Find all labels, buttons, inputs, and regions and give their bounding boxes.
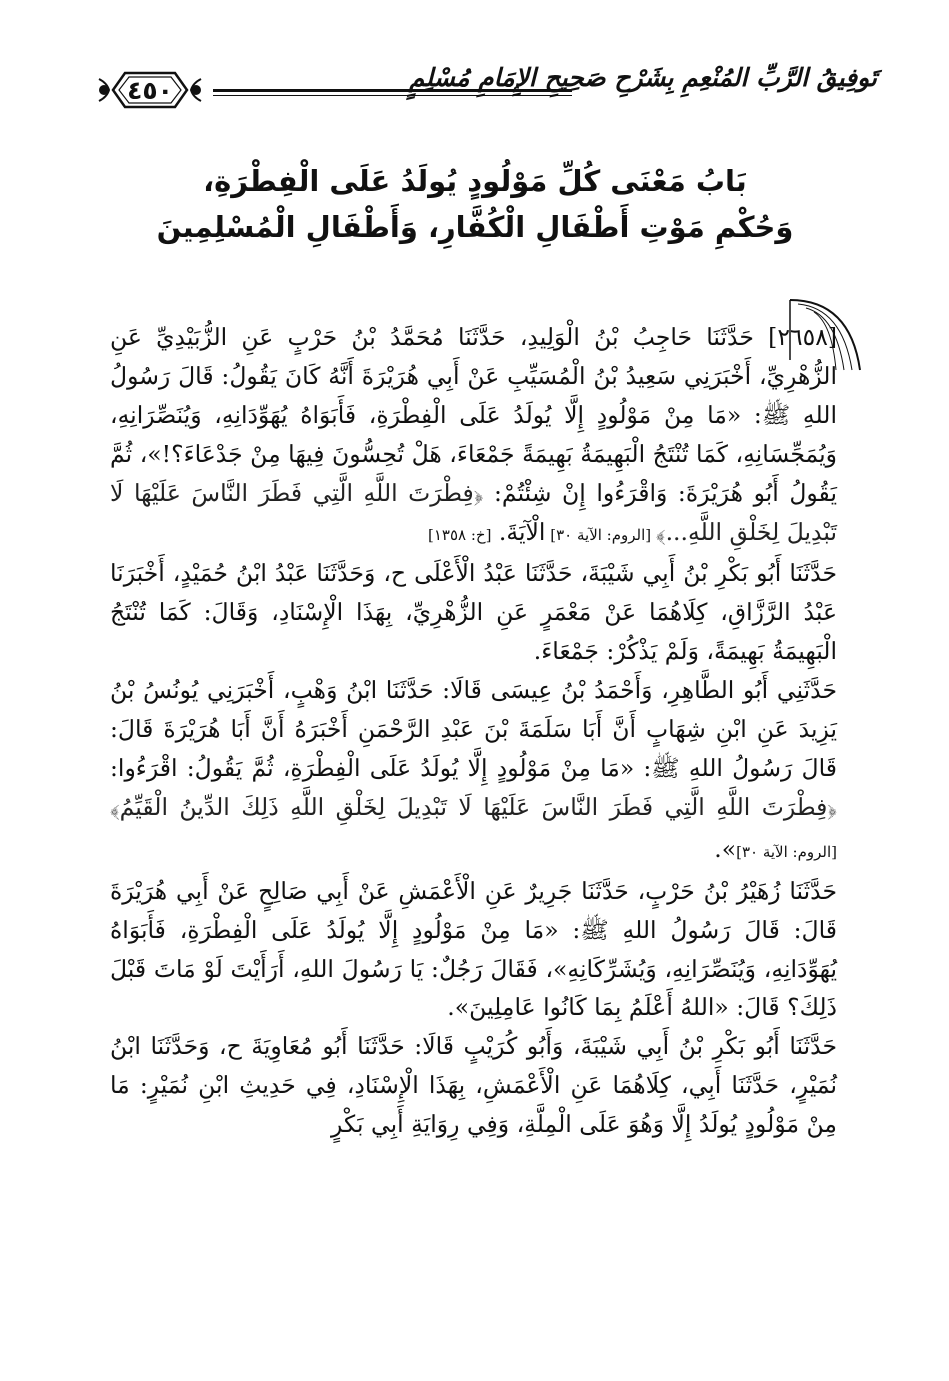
hadith-text-segment: الْآيَةَ. [491,517,546,546]
chapter-title-line-2: وَحُكْمِ مَوْتِ أَطْفَالِ الْكُفَّارِ، وَأَطْفَالِ الْمُسْلِمِينَ [156,210,794,244]
chapter-title-line-1: بَابُ مَعْنَى كُلِّ مَوْلُودٍ يُولَدُ عَلَى الْفِطْرَةِ، [203,164,747,198]
hadith-paragraph [110,671,837,872]
hadith-text-segment: حَدَّثَنَا أَبُو بَكْرِ بْنُ أَبِي شَيْبَةَ، وَأَبُو كُرَيْبٍ قَالَا: حَدَّثَنَا أَبُو مُعَاوِيَةَ ح، وَحَدَّثَنَا ابْنُ نُمَيْرٍ، حَدَّثَنَا أَبِي، كِلَاهُمَا عَنِ الْأَعْمَشِ، بِهَذَا الْإِسْنَادِ، فِي حَدِيثِ ابْنِ نُمَيْرٍ: مَا مِنْ مَوْلُودٍ يُولَدُ إِلَّا وَهُوَ عَلَى الْمِلَّةِ، وَفِي رِوَايَةِ أَبِي بَكْرٍ [110,1032,837,1139]
running-header [95,55,877,125]
verse-reference: [الروم: الآية ٣٠] [545,525,656,544]
quran-verse: ﴿فِطْرَتَ اللَّهِ الَّتِي فَطَرَ النَّاسَ عَلَيْهَا لَا تَبْدِيلَ لِخَلْقِ اللَّهِ...﴾ [110,478,837,546]
hadith-paragraph [110,554,837,671]
chapter-title [130,158,820,250]
cross-reference: [خ: ١٣٥٨] [427,525,492,544]
hadith-text [110,318,837,1144]
hadith-text-segment: ». [714,834,737,863]
hadith-paragraph [110,1027,837,1144]
hadith-text-segment: حَدَّثَنَا زُهَيْرُ بْنُ حَرْبٍ، حَدَّثَنَا جَرِيرٌ عَنِ الْأَعْمَشِ عَنْ أَبِي صَالِحٍ عَنْ أَبِي هُرَيْرَةَ قَالَ: قَالَ رَسُولُ اللهِ ﷺ: «مَا مِنْ مَوْلُودٍ إِلَّا يُولَدُ عَلَى الْفِطْرَةِ، فَأَبَوَاهُ يُهَوِّدَانِهِ، وَيُنَصِّرَانِهِ، وَيُشَرِّكَانِهِ»، فَقَالَ رَجُلٌ: يَا رَسُولَ اللهِ، أَرَأَيْتَ لَوْ مَاتَ قَبْلَ ذَلِكَ؟ قَالَ: «اللهُ أَعْلَمُ بِمَا كَانُوا عَامِلِينَ». [110,876,837,1022]
hadith-text-segment: حَدَّثَنَا أَبُو بَكْرِ بْنُ أَبِي شَيْبَةَ، حَدَّثَنَا عَبْدُ الْأَعْلَى ح، وَحَدَّثَنَا عَبْدُ ابْنُ حُمَيْدٍ، أَخْبَرَنَا عَبْدُ الرَّزَّاقِ، كِلَاهُمَا عَنْ مَعْمَرٍ عَنِ الزُّهْرِيِّ، بِهَذَا الْإِسْنَادِ، وَقَالَ: كَمَا تُنْتَجُ الْبَهِيمَةُ بَهِيمَةً، وَلَمْ يَذْكُرْ: جَمْعَاءَ. [110,559,837,666]
hadith-text-segment: [٢٦٥٨] حَدَّثَنَا حَاجِبُ بْنُ الْوَلِيدِ، حَدَّثَنَا مُحَمَّدُ بْنُ حَرْبٍ عَنِ الزُّبَيْدِيِّ عَنِ الزُّهْرِيِّ، أَخْبَرَنِي سَعِيدُ بْنُ الْمُسَيِّبِ عَنْ أَبِي هُرَيْرَةَ أَنَّهُ كَانَ يَقُولُ: قَالَ رَسُولُ اللهِ ﷺ: «مَا مِنْ مَوْلُودٍ إِلَّا يُولَدُ عَلَى الْفِطْرَةِ، فَأَبَوَاهُ يُهَوِّدَانِهِ، وَيُنَصِّرَانِهِ، وَيُمَجِّسَانِهِ، كَمَا تُنْتَجُ الْبَهِيمَةُ بَهِيمَةً جَمْعَاءَ، هَلْ تُحِسُّونَ فِيهَا مِنْ جَدْعَاءَ؟!»، ثُمَّ يَقُولُ أَبُو هُرَيْرَةَ: وَاقْرَءُوا إِنْ شِئْتُمْ: [110,323,837,507]
book-title: تَوفِيقُ الرَّبِّ المُنْعِمِ بِشَرْحِ صَحِيحِ الإِمَامِ مُسْلِمٍ [408,63,877,92]
quran-verse: ﴿فِطْرَتَ اللَّهِ الَّتِي فَطَرَ النَّاسَ عَلَيْهَا لَا تَبْدِيلَ لِخَلْقِ اللَّهِ ذَلِكَ الدِّينُ الْقَيِّمُ﴾ [110,792,837,821]
hadith-paragraph [110,872,837,1028]
hadith-text-segment: حَدَّثَنِي أَبُو الطَّاهِرِ، وَأَحْمَدُ بْنُ عِيسَى قَالَا: حَدَّثَنَا ابْنُ وَهْبٍ، أَخْبَرَنِي يُونُسُ بْنُ يَزِيدَ عَنِ ابْنِ شِهَابٍ أَنَّ أَبَا سَلَمَةَ بْنَ عَبْدِ الرَّحْمَنِ أَخْبَرَهُ أَنَّ أَبَا هُرَيْرَةَ قَالَ: قَالَ رَسُولُ اللهِ ﷺ: «مَا مِنْ مَوْلُودٍ إِلَّا يُولَدُ عَلَى الْفِطْرَةِ، ثُمَّ يَقُولُ: اقْرَءُوا: [110,676,837,782]
page-number: ٤٥٠ [127,75,173,105]
verse-reference: [الروم: الآية ٣٠] [736,842,837,861]
hadith-paragraph [110,318,837,554]
page-number-frame [95,65,205,115]
